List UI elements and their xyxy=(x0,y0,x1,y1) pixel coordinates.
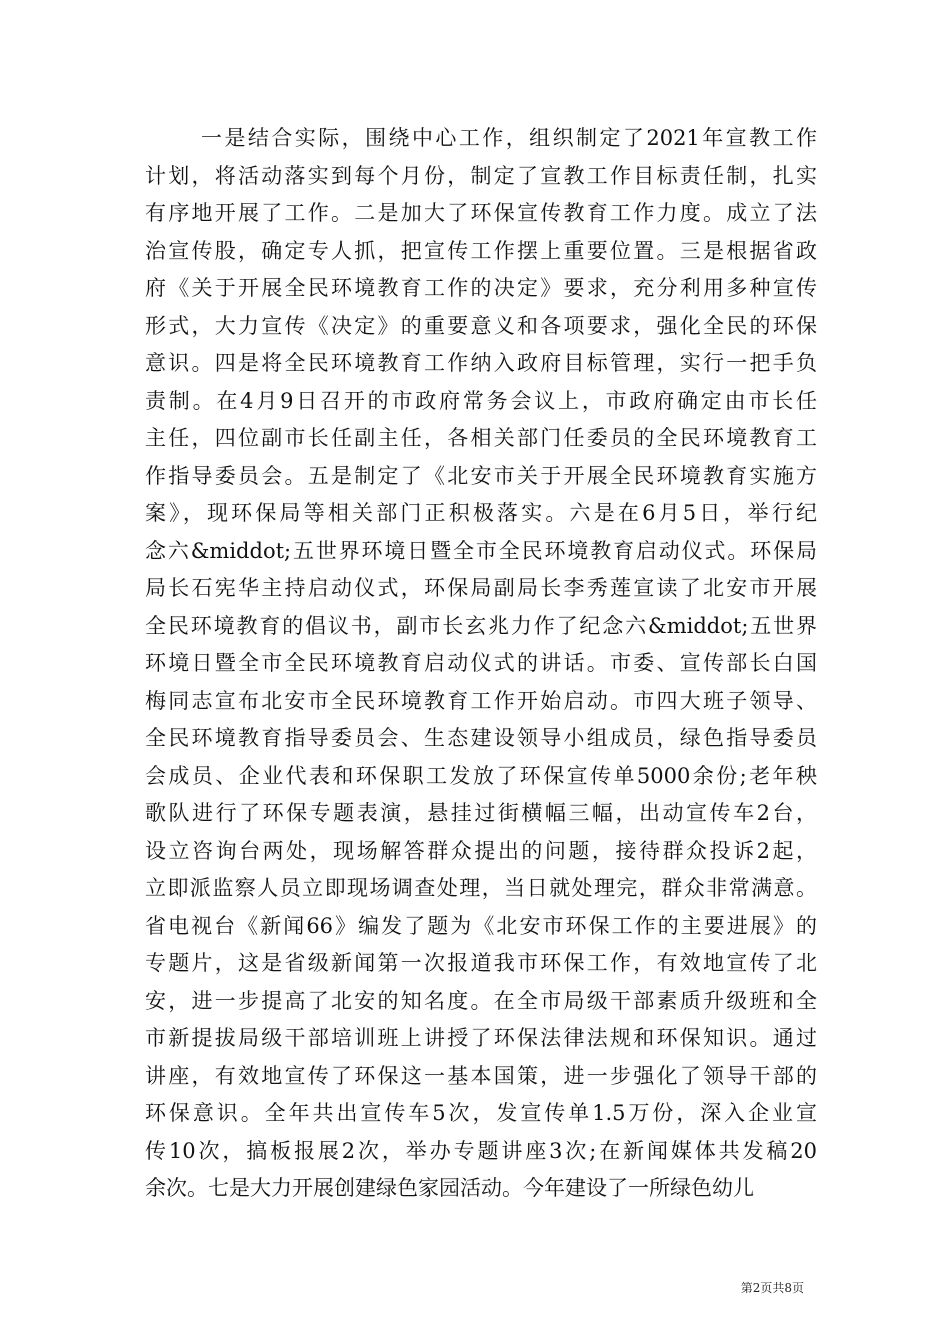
text-line: 案》，现环保局等相关部门正积极落实。六是在6月5日，举行纪 xyxy=(145,501,817,525)
text-line: 府《关于开展全民环境教育工作的决定》要求，充分利用多种宣传 xyxy=(145,276,817,300)
text-line: 局长石宪华主持启动仪式，环保局副局长李秀莲宣读了北安市开展 xyxy=(145,576,817,600)
text-line: 设立咨询台两处，现场解答群众提出的问题，接待群众投诉2起， xyxy=(145,838,817,863)
text-line: 计划，将活动落实到每个月份，制定了宣教工作目标责任制，扎实 xyxy=(145,163,817,188)
text-line: 专题片，这是省级新闻第一次报道我市环保工作，有效地宣传了北 xyxy=(145,951,817,975)
text-line: 市新提拔局级干部培训班上讲授了环保法律法规和环保知识。通过 xyxy=(145,1026,817,1050)
text-line: 全民环境教育指导委员会、生态建设领导小组成员，绿色指导委员 xyxy=(145,726,817,750)
text-line: 全民环境教育的倡议书，副市长玄兆力作了纪念六&middot;五世界 xyxy=(145,613,817,638)
text-line: 念六&middot;五世界环境日暨全市全民环境教育启动仪式。环保局 xyxy=(145,538,817,563)
text-line: 一是结合实际，围绕中心工作，组织制定了2021年宣教工作 xyxy=(201,126,817,150)
text-line: 形式，大力宣传《决定》的重要意义和各项要求，强化全民的环保 xyxy=(145,313,817,338)
text-line: 梅同志宣布北安市全民环境教育工作开始启动。市四大班子领导、 xyxy=(145,688,817,713)
text-line: 治宣传股，确定专人抓，把宣传工作摆上重要位置。三是根据省政 xyxy=(145,238,817,263)
text-line: 省电视台《新闻66》编发了题为《北安市环保工作的主要进展》的 xyxy=(145,913,817,938)
text-line: 主任，四位副市长任副主任，各相关部门任委员的全民环境教育工 xyxy=(145,426,817,450)
text-line: 环保意识。全年共出宣传车5次，发宣传单1.5万份，深入企业宣 xyxy=(145,1101,817,1125)
text-line: 传10次，搞板报展2次，举办专题讲座3次;在新闻媒体共发稿20 xyxy=(145,1138,817,1163)
text-line: 安，进一步提高了北安的知名度。在全市局级干部素质升级班和全 xyxy=(145,988,817,1013)
text-line: 余次。七是大力开展创建绿色家园活动。今年建设了一所绿色幼儿 xyxy=(145,1176,754,1200)
text-line: 立即派监察人员立即现场调查处理，当日就处理完，群众非常满意。 xyxy=(145,876,817,900)
text-line: 讲座，有效地宣传了环保这一基本国策，进一步强化了领导干部的 xyxy=(145,1063,817,1088)
text-line: 作指导委员会。五是制定了《北安市关于开展全民环境教育实施方 xyxy=(145,463,817,488)
text-line: 会成员、企业代表和环保职工发放了环保宣传单5000余份;老年秧 xyxy=(145,763,817,788)
text-line: 环境日暨全市全民环境教育启动仪式的讲话。市委、宣传部长白国 xyxy=(145,651,817,675)
text-line: 责制。在4月9日召开的市政府常务会议上，市政府确定由市长任 xyxy=(145,388,817,413)
body-text xyxy=(145,120,817,1208)
text-line: 有序地开展了工作。二是加大了环保宣传教育工作力度。成立了法 xyxy=(145,201,817,225)
page-number: 第2页共8页 xyxy=(740,1281,804,1295)
text-line: 歌队进行了环保专题表演，悬挂过街横幅三幅，出动宣传车2台， xyxy=(145,801,817,825)
text-line: 意识。四是将全民环境教育工作纳入政府目标管理，实行一把手负 xyxy=(145,351,817,375)
